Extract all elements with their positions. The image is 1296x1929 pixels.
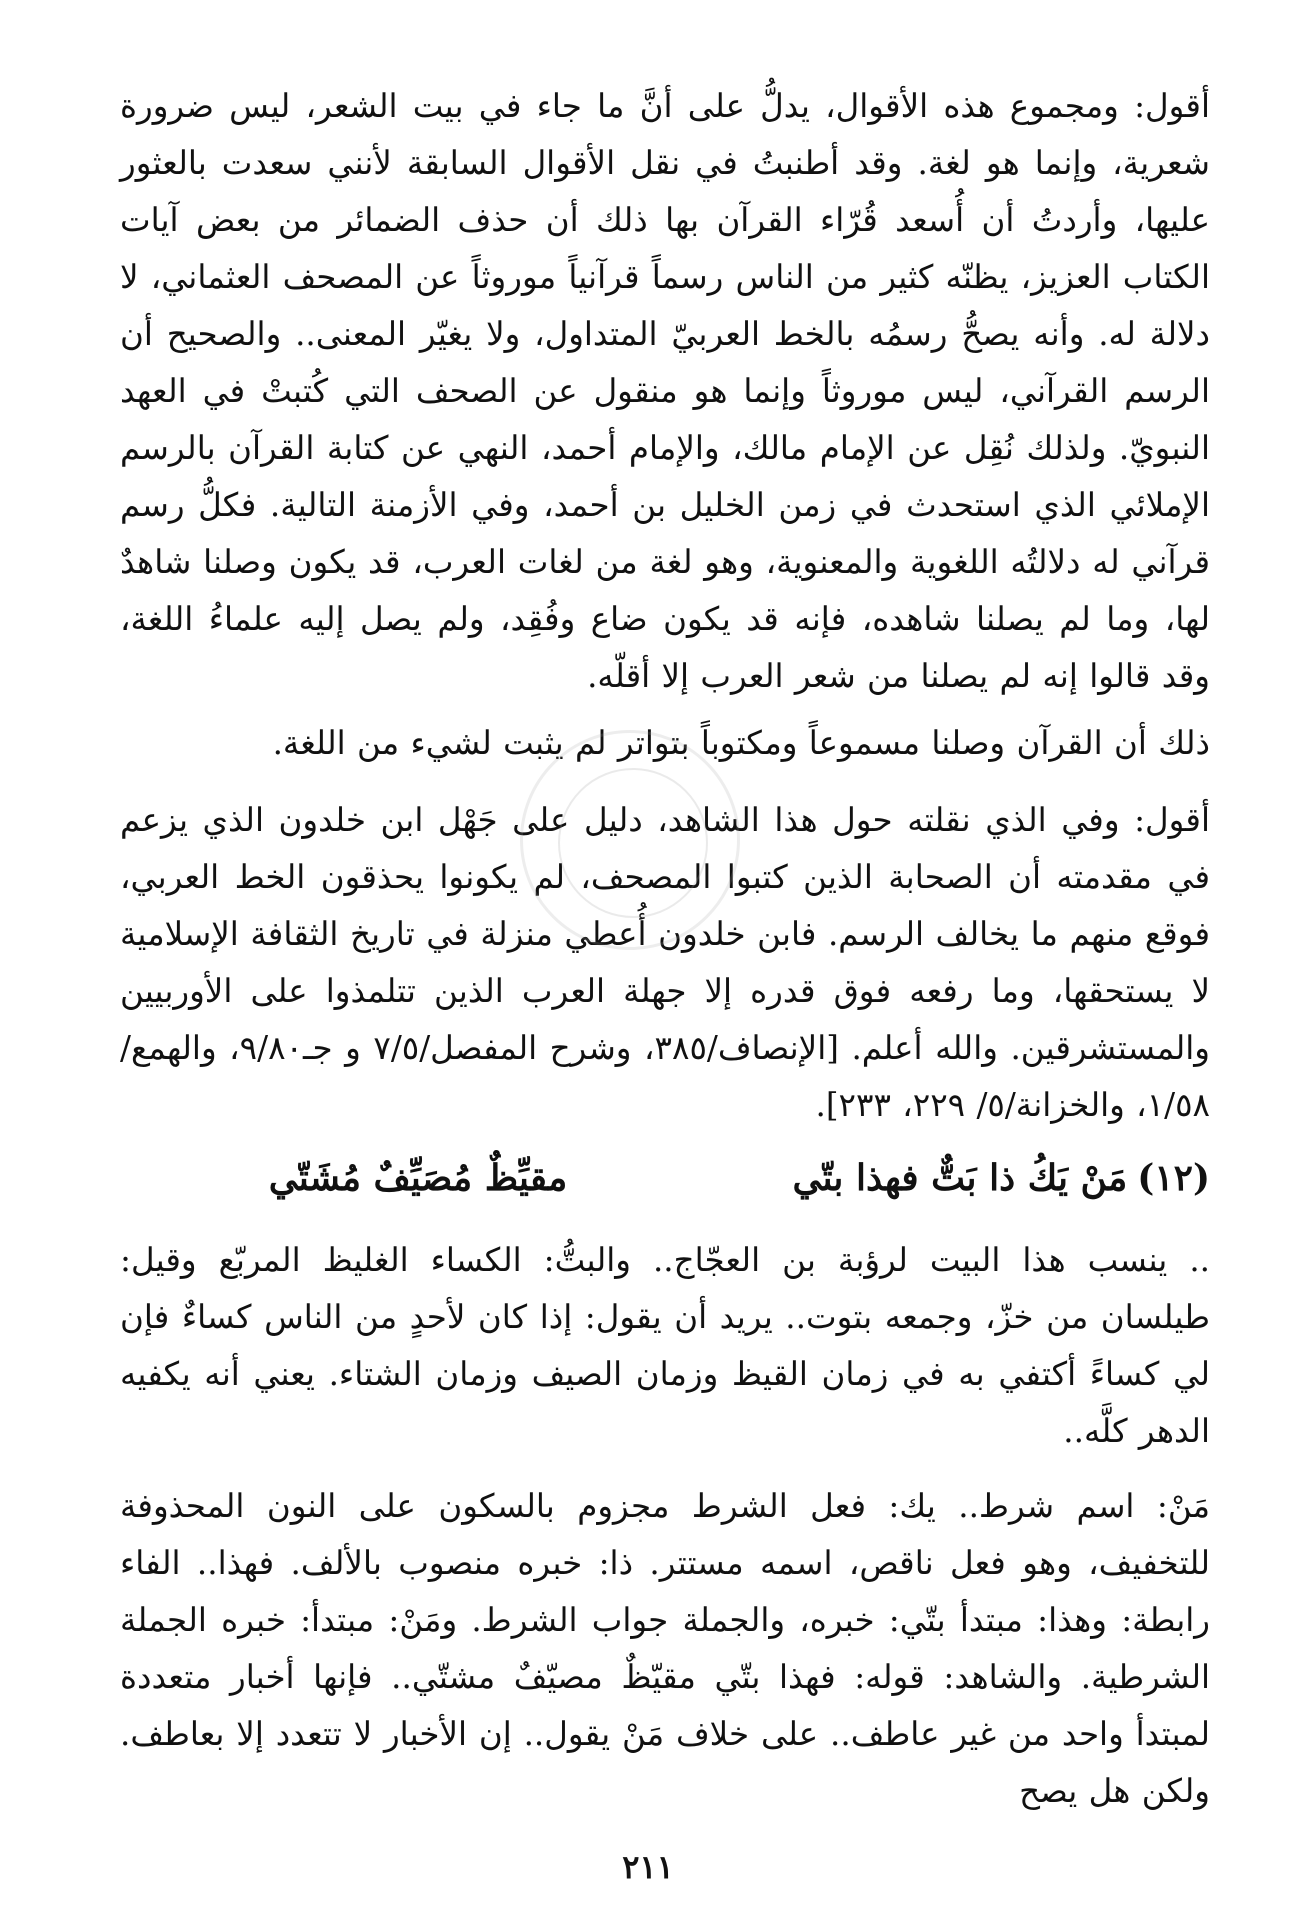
page-number: ٢١١ bbox=[622, 1848, 674, 1886]
commentary-paragraph-1: .. ينسب هذا البيت لرؤبة بن العجّاج.. والبتُّ: الكساء الغليظ المربّع وقيل: طيلسان من خزّ، وجمعه بتوت.. يريد أن يقول: إذا كان لأحدٍ من الناس كساءٌ فإن لي كساءً أكتفي به في زمان القيظ وزمان الصيف وزمان الشتاء. يعني أنه يكفيه الدهر كلَّه.. bbox=[120, 1241, 1210, 1450]
seal-inner-ring bbox=[558, 768, 708, 918]
poetry-verse bbox=[120, 1148, 1210, 1208]
verse-second-hemistich: مقيِّظٌ مُصَيِّفٌ مُشَتّي bbox=[268, 1157, 568, 1199]
verse-number: (١٢) bbox=[1137, 1157, 1210, 1199]
page-body bbox=[120, 78, 1210, 1820]
paragraph-aqul-2: أقول: وفي الذي نقلته حول هذا الشاهد، دليل على جَهْل ابن خلدون الذي يزعم في مقدمته أن الصحابة الذين كتبوا المصحف، لم يكونوا يحذقون الخط العربي، فوقع منهم ما يخالف الرسم. فابن خلدون أُعطي منزلة في تاريخ الثقافة الإسلامية لا يستحقها، وما رفعه فوق قدره إلا جهلة العرب الذين تتلمذوا على الأوربيين والمستشرقين. والله أعلم. [الإنصاف/٣٨٥، وشرح المفصل/٧/٥ و جـ٩/٨٠، والهمع/١/٥٨، والخزانة/٥/ ٢٢٩، ٢٣٣]. bbox=[120, 801, 1211, 1124]
paragraph-quran-transmission: ذلك أن القرآن وصلنا مسموعاً ومكتوباً بتواتر لم يثبت لشيء من اللغة. bbox=[272, 724, 1210, 762]
library-seal-watermark-icon bbox=[520, 730, 740, 950]
verse-first-hemistich: مَنْ يَكُ ذا بَتٌّ فهذا بتّي bbox=[792, 1157, 1128, 1199]
paragraph-aqul-1: أقول: ومجموع هذه الأقوال، يدلُّ على أنَّ ما جاء في بيت الشعر، ليس ضرورة شعرية، وإنما هو لغة. وقد أطنبتُ في نقل الأقوال السابقة لأنني سعدت بالعثور عليها، وأردتُ أن أُسعد قُرّاء القرآن بها ذلك أن حذف الضمائر من بعض آيات الكتاب العزيز، يظنّه كثير من الناس رسماً قرآنياً موروثاً عن المصحف العثماني، لا دلالة له. وأنه يصحُّ رسمُه بالخط العربيّ المتداول، ولا يغيّر المعنى.. والصحيح أن الرسم القرآني، ليس موروثاً وإنما هو منقول عن الصحف التي كُتبتْ في العهد النبويّ. ولذلك نُقِل عن الإمام مالك، والإمام أحمد، النهي عن كتابة القرآن بالرسم الإملائي الذي استحدث في زمن الخليل بن أحمد، وفي الأزمنة التالية. فكلُّ رسم قرآني له دلالتُه اللغوية والمعنوية، وهو لغة من لغات العرب، قد يكون وصلنا شاهدٌ لها، وما لم يصلنا شاهده، فإنه قد يكون ضاع وفُقِد، ولم يصل إليه علماءُ اللغة، وقد قالوا إنه لم يصلنا من شعر العرب إلا أقلّه. bbox=[120, 87, 1210, 695]
commentary-paragraph-2: مَنْ: اسم شرط.. يك: فعل الشرط مجزوم بالسكون على النون المحذوفة للتخفيف، وهو فعل ناقص، اسمه مستتر. ذا: خبره منصوب بالألف. فهذا.. الفاء رابطة: وهذا: مبتدأ بتّي: خبره، والجملة جواب الشرط. ومَنْ: مبتدأ: خبره الجملة الشرطية. والشاهد: قوله: فهذا بتّي مقيّظٌ مصيّفٌ مشتّي.. فإنها أخبار متعددة لمبتدأ واحد من غير عاطف.. على خلاف مَنْ يقول.. إن الأخبار لا تتعدد إلا بعاطف. ولكن هل يصح bbox=[120, 1487, 1210, 1810]
